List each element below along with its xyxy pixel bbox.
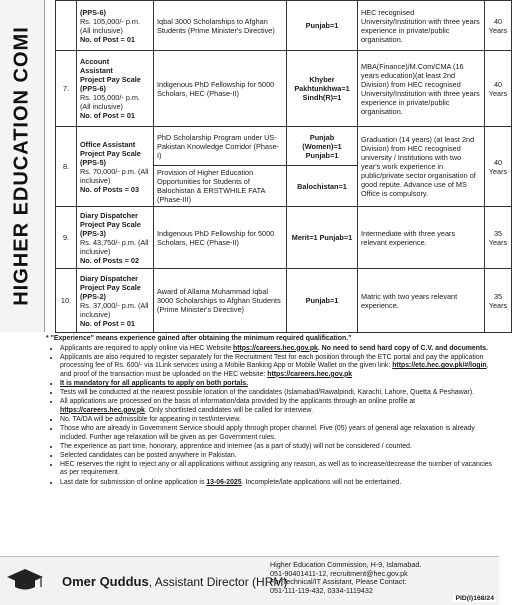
note-text: It is mandatory for all applicants to apply on both portals. (60, 379, 248, 387)
note-text: The experience as part time, honorary, apprentice and internee (as a part of study) will not be considered / counted. (60, 442, 412, 450)
posts-count: No. of Post = 01 (80, 34, 135, 44)
note-text: All applications are processed on the basis of information/data provided by the applicants through an online profile at (60, 398, 416, 406)
note-text: , and proof of the transaction must be uploaded on the HEC website: (60, 362, 489, 378)
note-text: Tests will be conducted at the nearest possible location of the candidates (Islamabad/Rawalpindi, Karachi, Lahore, Quetta & Peshawar). (60, 389, 475, 397)
quota-cell: Merit=1 Punjab=1 (287, 207, 358, 269)
pay: Rs. 43,750/- p.m. (All inclusive) (80, 237, 149, 256)
table-row (56, 207, 512, 269)
note-text: Selected candidates can be posted anywhere in Pakistan. (60, 451, 237, 459)
list-item (60, 398, 496, 415)
note-text: . Incomplete/late applications will not be entertained. (241, 478, 402, 486)
post-cell (77, 207, 154, 269)
list-item (60, 479, 496, 488)
deadline-date: 13-06-2025 (206, 478, 242, 486)
age-cell: 35 Years (485, 269, 512, 333)
post-title: (PPS-3) (80, 228, 106, 238)
post-title: (PPS-6) (80, 7, 106, 17)
row-number: 8. (56, 127, 77, 207)
notes-section (46, 335, 496, 488)
age-cell: 35 Years (485, 207, 512, 269)
posts-count: No. of Post = 01 (80, 318, 135, 328)
post-title: (PPS-6) (80, 84, 106, 93)
post-cell (77, 127, 154, 207)
quota-cell: Punjab=1 (287, 269, 358, 333)
note-text: HEC reserves the right to reject any or all applications without assigning any reason, as well as to increase/decrease the number of vacancies as per requirement. (60, 460, 493, 477)
age-cell: 40 Years (485, 127, 512, 207)
table-row (56, 51, 512, 127)
note-text: . Only shortlisted candidates will be called for interview. (144, 406, 314, 414)
post-title: Assistant (80, 66, 113, 75)
qualification-cell: HEC recognised University/Institution with three years experience in private/public organisation. (358, 1, 485, 51)
list-item (60, 354, 496, 380)
post-title: Project Pay Scale (80, 148, 141, 158)
qualification-cell: MBA(Finance)/M.Com/CMA (16 years education)(at least 2nd Division) from HEC recognised University/Institution with three years experience in private/public organisation. (358, 51, 485, 127)
post-title: Project Pay Scale (80, 282, 141, 292)
row-number: 9. (56, 207, 77, 269)
list-item (60, 452, 496, 461)
notes-list (46, 345, 496, 488)
scheme-cell: Indigenous PhD Fellowship for 5000 Scholars, HEC (Phase-II) (154, 51, 287, 127)
list-item (60, 389, 496, 398)
quota-cell: Punjab (Women)=1 Punjab=1 (287, 127, 358, 166)
pay: Rs. 37,000/- p.m. (All inclusive) (80, 300, 149, 319)
sidebar-banner (0, 0, 45, 332)
scheme-cell: Iqbal 3000 Scholarships to Afghan Students (Prime Minister's Directive) (154, 1, 287, 51)
pay: Rs. 105,000/- p.m. (All inclusive) (80, 93, 141, 111)
table-row (56, 269, 512, 333)
tech-note: For Technical/IT Assistant, Please Contact: (270, 577, 407, 587)
careers-link[interactable]: https://careers.hec.gov.pk (267, 370, 353, 378)
careers-link[interactable]: https://careers.hec.gov.pk (60, 406, 145, 414)
posts-count: No. of Posts = 03 (80, 184, 139, 194)
post-title: Project Pay Scale (80, 75, 141, 84)
table-row (56, 1, 512, 51)
list-item (60, 416, 496, 425)
pay: Rs. 105,000/- p.m. (All inclusive) (80, 16, 141, 35)
age-cell: 40 Years (485, 1, 512, 51)
quota-cell: Balochistan=1 (287, 166, 358, 207)
careers-link[interactable]: https://careers.hec.gov.pk (233, 344, 318, 352)
signatory-name: Omer Quddus (62, 574, 149, 589)
list-item (60, 461, 496, 478)
scheme-cell: PhD Scholarship Program under US-Pakistan Knowledge Corridor (Phase-I) (154, 127, 287, 166)
address: Higher Education Commission, H-9, Islamabad. (270, 560, 422, 569)
etc-link[interactable]: https://etc.hec.gov.pk/#/login (392, 362, 487, 370)
post-title: Office Assistant (80, 139, 136, 149)
list-item (60, 425, 496, 442)
note-text: Those who are already in Government Service should apply through proper channel. Five (05) years of general age relaxation is already included. Further age relaxation will be given as per Government rules. (60, 424, 475, 441)
signatory-title: , Assistant Director (HRM) (148, 575, 288, 589)
post-title: Diary Dispatcher (80, 210, 138, 220)
scheme-cell: Indigenous PhD Fellowship for 5000 Scholars, HEC (Phase-II) (154, 207, 287, 269)
row-number: 10. (56, 269, 77, 333)
post-title: Account (80, 57, 110, 66)
quota-cell: Khyber Pakhtunkhwa=1 Sindh(R)=1 (287, 51, 358, 127)
sidebar-title: HIGHER EDUCATION COMI (10, 26, 33, 306)
list-item (60, 345, 496, 354)
posts-count: No. of Post = 01 (80, 111, 135, 120)
qualification-cell: Matric with two years relevant experience. (358, 269, 485, 333)
contact-block (270, 561, 496, 596)
table-row (56, 127, 512, 166)
post-cell (77, 269, 154, 333)
post-cell (77, 51, 154, 127)
post-title: Diary Dispatcher (80, 273, 138, 283)
graduation-cap-icon (6, 567, 44, 593)
row-number: 7. (56, 51, 77, 127)
note-text: Applicants are also required to register separately for the Recruitment Test for each position through the ETC portal and pay the application processing fee of Rs. 600/- via 1Link services using a Mobile Banking App or Mobile Wallet on the given link: (60, 353, 484, 370)
phone-email: 051-90401411-12, recruitment@hec.gov.pk (270, 568, 408, 578)
jobs-table (55, 0, 512, 333)
quota-cell: Punjab=1 (287, 1, 358, 51)
scheme-cell: Award of Allama Muhammad Iqbal 3000 Scholarships to Afghan Students (Prime Minister's Directive) (154, 269, 287, 333)
qualification-cell: Intermediate with three years relevant experience. (358, 207, 485, 269)
pay: Rs. 70,000/- p.m. (All inclusive) (80, 166, 149, 185)
note-text: . No need to send hard copy of C.V. and documents. (317, 344, 489, 352)
qualification-cell: Graduation (14 years) (at least 2nd Division) from HEC recognised university / Institutions with two year's work experience in public/private sector organisation of good repute. Advance use of MS Office is compulsory. (358, 127, 485, 207)
posts-count: No. of Posts = 02 (80, 255, 139, 265)
note-text: No. TA/DA will be admissible for appearing in test/interview. (60, 415, 241, 423)
experience-note: * "Experience" means experience gained after obtaining the minimum required qualification." (46, 335, 352, 342)
row-number (56, 1, 77, 51)
post-cell (77, 1, 154, 51)
pid-code: PID(I)168/24 (455, 595, 494, 602)
signatory (62, 574, 287, 589)
age-cell: 40 Years (485, 51, 512, 127)
note-text: Last date for submission of online application is (60, 478, 207, 486)
post-title: Project Pay Scale (80, 219, 141, 229)
post-title: (PPS-2) (80, 291, 106, 301)
post-title: (PPS-5) (80, 157, 106, 167)
scheme-cell: Provision of Higher Education Opportunities for Students of Balochistan & ERSTWHILE FATA (Phase-III) (154, 166, 287, 207)
footer (0, 556, 499, 605)
tech-phones: 051-111-119-432, 0334-1119432 (270, 586, 373, 596)
list-item (60, 443, 496, 452)
list-item (60, 380, 496, 389)
note-text: Applicants are required to apply online via HEC Website (60, 344, 233, 352)
